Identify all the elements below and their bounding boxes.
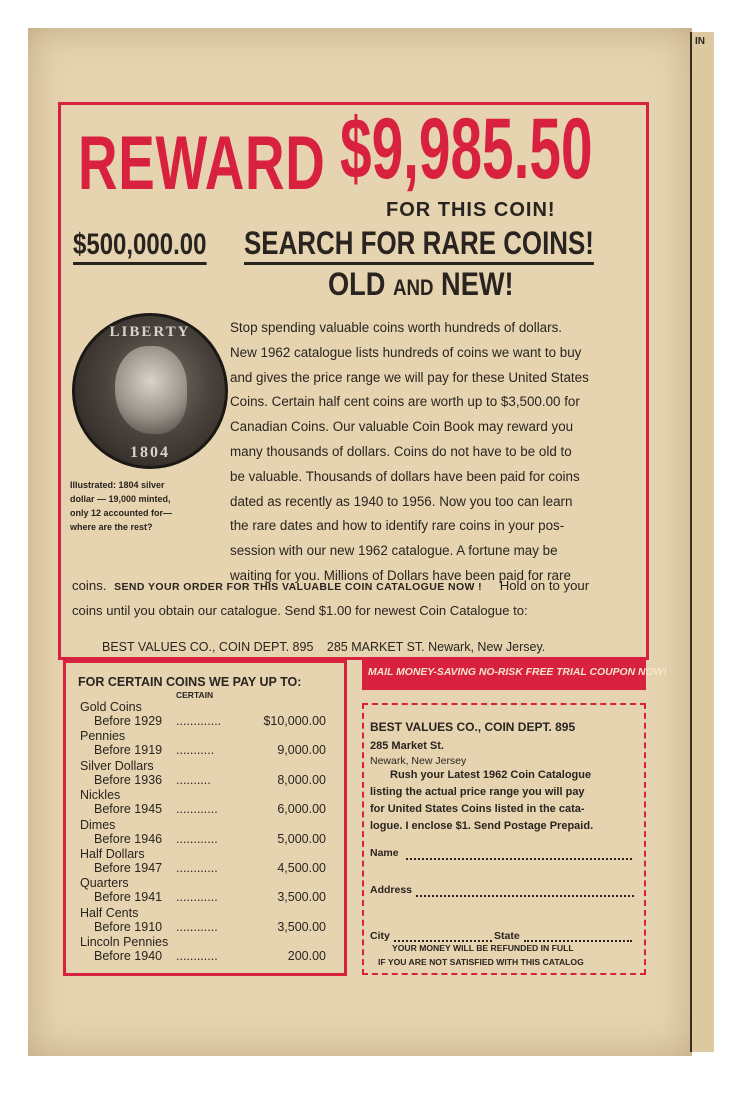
coupon-company: BEST VALUES CO., COIN DEPT. 895 bbox=[370, 720, 576, 734]
leader-dots: ............ bbox=[176, 861, 218, 875]
body-line: be valuable. Thousands of dollars have been paid for coins bbox=[230, 468, 580, 484]
order-line-end: Hold on to your bbox=[499, 578, 590, 593]
coin-type-label: Lincoln Pennies bbox=[80, 935, 169, 950]
body-line: waiting for you. Millions of Dollars have been paid for rare bbox=[230, 567, 571, 583]
city-field-dots[interactable] bbox=[394, 940, 492, 942]
send-line: coins until you obtain our catalogue. Send $1.00 for newest Coin Catalogue to: bbox=[72, 603, 528, 618]
order-line-start: coins. bbox=[72, 578, 107, 593]
name-field-label: Name bbox=[370, 847, 399, 859]
caption-line: where are the rest? bbox=[70, 522, 153, 532]
coin-price-value: 6,000.00 bbox=[277, 802, 326, 817]
and-word: AND bbox=[392, 275, 434, 300]
address-field-dots[interactable] bbox=[416, 895, 634, 897]
coin-price-value: 9,000.00 bbox=[277, 743, 326, 758]
coin-type-label: Silver Dollars bbox=[80, 758, 154, 773]
coin-date-label: Before 1946 bbox=[94, 831, 163, 846]
state-field-dots[interactable] bbox=[524, 940, 632, 942]
body-line: Coins. Certain half cent coins are worth up to $3,500.00 for bbox=[230, 394, 580, 410]
coin-date-label: Before 1941 bbox=[94, 890, 163, 905]
company-street: 285 MARKET ST. Newark, New Jersey. bbox=[326, 640, 546, 654]
coin-type-label: Dimes bbox=[80, 817, 116, 832]
old-word: OLD bbox=[328, 266, 386, 302]
leader-dots: ............ bbox=[176, 919, 218, 934]
silver-dollar-coin-image bbox=[72, 313, 228, 469]
coin-price-value: 3,500.00 bbox=[277, 890, 326, 905]
table-subtitle: CERTAIN bbox=[176, 690, 214, 700]
leader-dots: ............ bbox=[176, 802, 218, 817]
coin-year: 1804 bbox=[130, 444, 170, 461]
search-amount: $500,000.00 bbox=[73, 228, 206, 265]
caption-line: only 12 accounted for— bbox=[70, 508, 173, 518]
coin-date-label: Before 1919 bbox=[94, 743, 163, 758]
for-this-coin: FOR THIS COIN! bbox=[386, 199, 556, 221]
body-line: Stop spending valuable coins worth hundreds of dollars. bbox=[230, 320, 563, 335]
body-line: the rare dates and how to identify rare coins in your pos- bbox=[230, 518, 565, 534]
state-field-label: State bbox=[494, 930, 520, 942]
table-title: FOR CERTAIN COINS WE PAY UP TO: bbox=[78, 675, 302, 689]
leader-dots: ........... bbox=[176, 743, 215, 758]
coin-type-label: Gold Coins bbox=[80, 700, 142, 714]
reward-heading: REWARD bbox=[78, 121, 326, 206]
body-line: New 1962 catalogue lists hundreds of coins we want to buy bbox=[230, 344, 582, 360]
coin-caption bbox=[70, 478, 210, 534]
coupon-text-line: logue. I enclose $1. Send Postage Prepaid. bbox=[370, 820, 594, 832]
search-text: SEARCH FOR RARE COINS! bbox=[244, 225, 594, 265]
coin-type-label: Nickles bbox=[80, 788, 121, 803]
refund-line-1: YOUR MONEY WILL BE REFUNDED IN FULL bbox=[392, 943, 574, 953]
coin-price-value: 4,500.00 bbox=[277, 861, 326, 875]
coin-top-text: LIBERTY bbox=[109, 324, 191, 340]
refund-line-2: IF YOU ARE NOT SATISFIED WITH THIS CATALOG bbox=[378, 957, 584, 967]
body-line: dated as recently as 1940 to 1956. Now you too can learn bbox=[230, 493, 573, 509]
coin-price-value: 5,000.00 bbox=[277, 831, 326, 846]
coin-price-value: 8,000.00 bbox=[277, 772, 326, 787]
coin-date-label: Before 1947 bbox=[94, 861, 163, 875]
coin-type-label: Half Cents bbox=[80, 905, 139, 920]
old-and-new bbox=[328, 266, 514, 303]
coin-type-label: Quarters bbox=[80, 876, 129, 891]
coupon-text-line: for United States Coins listed in the cata- bbox=[370, 803, 585, 815]
coin-date-label: Before 1945 bbox=[94, 802, 163, 817]
leader-dots: ............ bbox=[176, 890, 218, 905]
ad-body-text bbox=[230, 316, 640, 589]
leader-dots: ............ bbox=[176, 831, 218, 846]
leader-dots: ............ bbox=[176, 949, 218, 964]
company-address-line bbox=[102, 640, 545, 654]
coupon-text bbox=[370, 767, 593, 835]
coin-date-label: Before 1910 bbox=[94, 919, 163, 934]
order-line bbox=[72, 578, 589, 593]
name-field-dots[interactable] bbox=[406, 858, 632, 860]
coupon-banner-text: MAIL MONEY-SAVING NO-RISK FREE TRIAL COUPON NOW! bbox=[368, 667, 667, 678]
coin-price-value: 200.00 bbox=[287, 949, 326, 964]
address-field-label: Address bbox=[370, 884, 413, 896]
coin-type-label: Half Dollars bbox=[80, 847, 145, 861]
body-line: many thousands of dollars. Coins do not have to be old to bbox=[230, 443, 572, 459]
company-name: BEST VALUES CO., COIN DEPT. 895 bbox=[102, 640, 314, 654]
new-word: NEW! bbox=[441, 266, 514, 302]
comic-spine bbox=[690, 32, 714, 1052]
caption-line: dollar — 19,000 minted, bbox=[70, 494, 171, 504]
leader-dots: ............. bbox=[176, 714, 222, 728]
coin-date-label: Before 1940 bbox=[94, 949, 163, 964]
body-line: session with our new 1962 catalogue. A fortune may be bbox=[230, 543, 558, 559]
reward-amount: $9,985.50 bbox=[340, 101, 593, 197]
body-line: Canadian Coins. Our valuable Coin Book may reward you bbox=[230, 419, 574, 435]
order-now-callout: SEND YOUR ORDER FOR THIS VALUABLE COIN CATALOGUE NOW ! bbox=[114, 581, 483, 593]
coin-type-label: Pennies bbox=[80, 729, 126, 744]
city-field-label: City bbox=[370, 930, 390, 942]
coin-price-value: 3,500.00 bbox=[277, 919, 326, 934]
coupon-city: Newark, New Jersey bbox=[370, 755, 467, 767]
coin-portrait bbox=[115, 346, 187, 434]
coin-price-value: $10,000.00 bbox=[263, 714, 326, 728]
coin-date-label: Before 1936 bbox=[94, 772, 163, 787]
body-line: and gives the price range we will pay for these United States bbox=[230, 369, 589, 385]
coupon-text-line: Rush your Latest 1962 Coin Catalogue bbox=[390, 769, 592, 781]
caption-line: Illustrated: 1804 silver bbox=[70, 480, 165, 490]
coin-date-label: Before 1929 bbox=[94, 714, 163, 728]
leader-dots: .......... bbox=[176, 772, 211, 787]
coupon-text-line: listing the actual price range you will pay bbox=[370, 786, 585, 798]
spine-text: IN bbox=[695, 36, 705, 47]
coupon-street: 285 Market St. bbox=[370, 740, 444, 752]
